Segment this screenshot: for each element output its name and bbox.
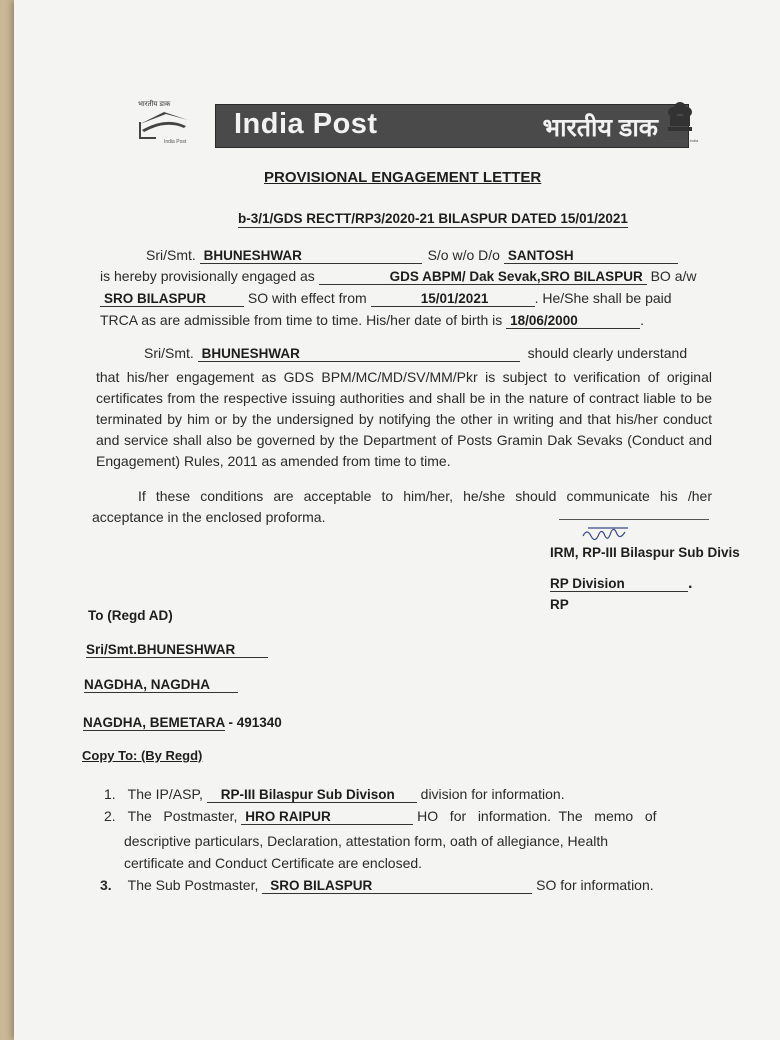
engaged-text: is hereby provisionally engaged as bbox=[100, 268, 315, 284]
copy-item-1-office: RP-III Bilaspur Sub Divison bbox=[207, 787, 417, 803]
sri-label-2: Sri/Smt. bbox=[144, 345, 194, 361]
copy-item-3 bbox=[100, 877, 654, 894]
copy-item-1-num: 1. bbox=[104, 786, 116, 802]
logo-caption: भारतीय डाक bbox=[138, 101, 171, 108]
employee-name: BHUNESHWAR bbox=[200, 248, 422, 264]
copy-item-1 bbox=[104, 786, 565, 803]
so-label: S/o w/o D/o bbox=[427, 247, 500, 263]
india-post-logo-icon bbox=[136, 110, 196, 140]
copy-item-2-office: HRO RAIPUR bbox=[241, 809, 413, 825]
copy-item-1-pre: The IP/ASP, bbox=[127, 786, 203, 802]
to-address-2 bbox=[83, 715, 282, 730]
copy-item-2 bbox=[104, 808, 657, 825]
para3: If these conditions are acceptable to him/her, he/she should communicate his /her acceptance in the enclosed proforma. bbox=[92, 488, 712, 525]
division-name: RP Division bbox=[550, 576, 688, 592]
copy-item-2-pre: The Postmaster, bbox=[127, 808, 238, 824]
to-address-place: NAGDHA, BEMETARA bbox=[83, 715, 225, 730]
signatory-designation: IRM, RP-III Bilaspur Sub Divis bbox=[550, 545, 740, 560]
copy-label: Copy To: (By Regd) bbox=[82, 748, 203, 763]
copy-item-2-line2: descriptive particulars, Declaration, attestation form, oath of allegiance, Health bbox=[124, 833, 609, 849]
to-sri-label: Sri/Smt. bbox=[86, 642, 138, 657]
ashoka-emblem-icon bbox=[665, 100, 695, 134]
effective-date: 15/01/2021 bbox=[371, 291, 535, 307]
division-end: . bbox=[688, 575, 693, 592]
para1-line3 bbox=[100, 290, 672, 307]
handwritten-signature bbox=[580, 524, 640, 544]
emblem-caption: Government of India bbox=[662, 138, 699, 143]
so-text: SO with effect from bbox=[247, 290, 367, 306]
para1-line4 bbox=[100, 312, 644, 329]
para2-line1 bbox=[144, 345, 687, 362]
para2-body: that his/her engagement as GDS BPM/MC/MD/SV/MM/Pkr is subject to verification of original certificates from the respective issuing authorities and shall be in the nature of contract liable to be terminated by him or by the undersigned by notifying the other in writing and that his/her conduct and service shall also be governed by the Department of Posts Gramin Dak Sevaks (Conduct and Engagement) Rules, 2011 as amended from time to time. bbox=[96, 369, 712, 469]
sri-label: Sri/Smt. bbox=[146, 247, 196, 263]
india-post-logo bbox=[136, 100, 196, 146]
copy-item-2-num: 2. bbox=[104, 808, 116, 824]
letter-title: PROVISIONAL ENGAGEMENT LETTER bbox=[264, 169, 542, 186]
date-of-birth: 18/06/2000 bbox=[506, 313, 640, 329]
para1-line1 bbox=[146, 247, 678, 264]
copy-item-2-line3: certificate and Conduct Certificate are enclosed. bbox=[124, 855, 423, 871]
post-name: GDS ABPM/ Dak Sevak,SRO BILASPUR bbox=[319, 269, 647, 285]
trca-text: TRCA as are admissible from time to time. His/her date of birth is bbox=[100, 312, 503, 328]
understand-text: should clearly understand bbox=[527, 345, 688, 361]
so-name: SRO BILASPUR bbox=[100, 291, 244, 307]
copy-item-3-office: SRO BILASPUR bbox=[262, 878, 532, 894]
copy-item-3-pre: The Sub Postmaster, bbox=[127, 877, 259, 893]
copy-item-1-post: division for information. bbox=[420, 786, 565, 802]
signatory-rp: RP bbox=[550, 597, 569, 612]
copy-item-3-num: 3. bbox=[100, 877, 112, 893]
father-name: SANTOSH bbox=[504, 248, 678, 264]
signatory-division bbox=[550, 575, 692, 593]
to-name: BHUNESHWAR bbox=[137, 642, 236, 657]
national-emblem bbox=[662, 100, 698, 146]
bo-text: BO a/w bbox=[650, 268, 697, 284]
to-name-line bbox=[86, 642, 268, 658]
to-address-1: NAGDHA, NAGDHA bbox=[84, 677, 238, 693]
para1-line2 bbox=[100, 268, 697, 285]
employee-name-2: BHUNESHWAR bbox=[198, 346, 520, 362]
banner-english: India Post bbox=[234, 108, 378, 140]
to-pincode: - 491340 bbox=[224, 715, 282, 730]
copy-item-3-post: SO for information. bbox=[536, 877, 654, 893]
banner-hindi: भारतीय डाक bbox=[542, 114, 658, 142]
reference-line: b-3/1/GDS RECTT/RP3/2020-21 BILASPUR DATED 15/01/2021 bbox=[238, 211, 628, 226]
copy-item-2-post: HO for information. The memo of bbox=[417, 808, 657, 824]
letter-page bbox=[14, 0, 780, 1040]
para1-end: . bbox=[640, 312, 645, 328]
logo-sub: India Post bbox=[164, 139, 187, 145]
paid-text: . He/She shall be paid bbox=[534, 290, 672, 306]
signature-line bbox=[559, 519, 709, 520]
to-label: To (Regd AD) bbox=[88, 608, 173, 623]
india-post-banner bbox=[215, 104, 689, 148]
